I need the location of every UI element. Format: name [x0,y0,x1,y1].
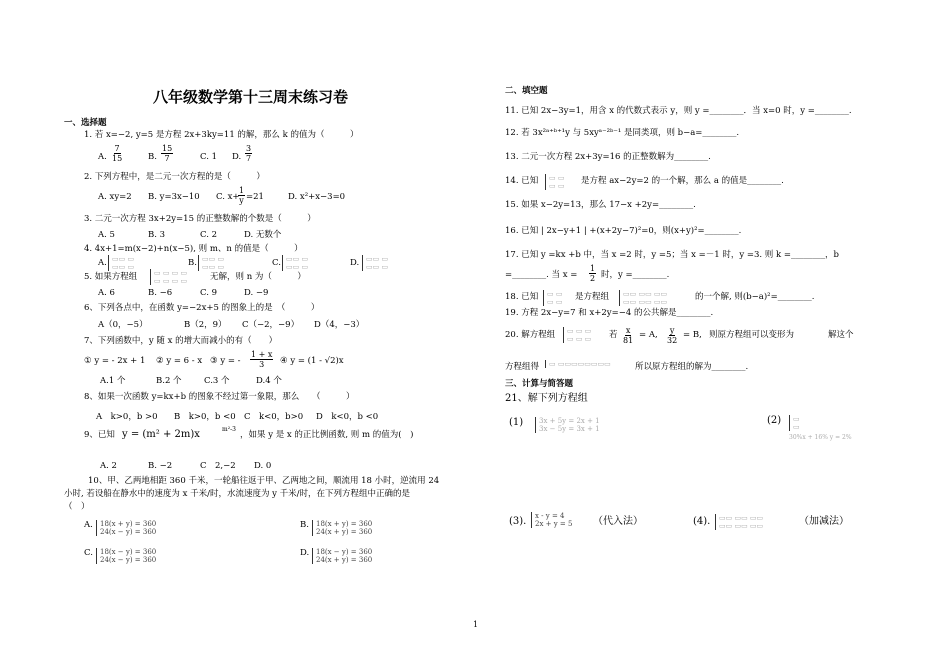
q10-option-b: B. [300,520,309,530]
question-10-line2: 小时, 若设船在静水中的速度为 x 千米/时，水流速度为 y 千米/时，在下列方程组中正确的是 [64,489,411,499]
q6-option-c: C（−2，−9） [242,320,300,330]
q8-option-b: B k>0，b <0 [174,412,236,422]
q9-exponent: m²-3 [222,426,236,433]
q2-option-a: A. xy=2 [98,192,132,202]
q9-option-c: C 2,−2 [200,461,236,471]
fill-20-system: ▭ ▭ ▭ ▭ ▭ ▭ [563,327,591,343]
fill-20-line2: 方程组得 [505,362,540,372]
q21-part-4-system: ▭▭ ▭▭ ▭▭ ▭▭ ▭▭ ▭▭ [715,514,763,530]
q1-b-fraction: $\frac{15}{7}$ [162,144,173,163]
q8-option-a: A k>0，b >0 [96,412,158,422]
q21-part-1-system: 3x + 5y = 2x + 1 3x − 5y = 3x + 1 [535,417,600,433]
fill-14-rest: 是方程 ax−2y=2 的一个解，那么 a 的值是________. [581,176,784,186]
fill-18-solution: ▭ ▭ ▭ ▭ [543,290,562,306]
q1-d-fraction: $\frac{3}{7}$ [246,144,252,163]
q2-option-b: B. y=3x−10 [148,192,200,202]
q2-c-fraction: $\frac{1}{y}$ [239,186,245,205]
question-2: 2. 下列方程中，是二元一次方程的是（ ） [84,172,265,182]
q4-d-system: ▭▭ ▭ ▭▭ ▭ [362,255,388,271]
fill-20-if: 若 [609,330,618,340]
question-21: 21、解下列方程组 [505,393,588,404]
q1-option-d: D. [232,152,242,162]
q2-option-d: D. x²+x−3=0 [288,192,346,202]
question-9: 9、已知 [84,430,115,440]
q7-expr-3-fraction: $\frac{1 + x}{3}$ [251,350,273,369]
q10-option-c: C. [84,548,93,558]
q7-option-a: A.1 个 [100,376,126,386]
question-1: 1. 若 x=−2, y=5 是方程 2x+3ky=11 的解，那么 k 的值为（ ） [84,130,359,140]
q7-expr-1: ① y = - 2x + 1 [84,356,146,366]
q3-option-d: D. 无数个 [244,230,282,240]
fill-14: 14. 已知 [505,176,539,186]
q5-option-b: B. −6 [148,288,173,298]
question-5-rest: 无解，则 n 为（ ） [210,272,306,282]
section-fill-title: 二、填空题 [505,86,548,96]
q10-option-d: D. [300,548,310,558]
q7-option-b: B.2 个 [156,376,182,386]
q5-option-a: A. 6 [98,288,115,298]
fill-20-eq-a: = A, [639,330,658,340]
q8-option-d: D k<0，b <0 [316,412,379,422]
q21-part-2-eq: 30%x + 16% y = 2% [789,434,852,441]
q6-option-b: B（2，9） [184,320,227,330]
q10-b-system: 18(x + y) = 360 24(x + y) = 360 [312,520,372,536]
q21-part-4-method: （加减法） [799,516,849,527]
q7-expr-2: ② y = 6 - x [156,356,203,366]
q5-option-c: C. 9 [200,288,218,298]
fill-18: 18. 已知 [505,292,539,302]
fill-18-system: ▭▭ ▭▭ ▭▭ ▭▭ ▭▭ ▭▭ [619,290,667,306]
question-8: 8、如果一次函数 y=kx+b 的图象不经过第一象限，那么 （ ） [84,392,355,402]
q21-part-1-label: (1) [509,417,524,428]
q3-option-b: B. 3 [148,230,166,240]
page-title: 八年级数学第十三周末练习卷 [153,88,349,106]
fill-17-fraction: $\frac{1}{2}$ [590,264,596,283]
q2-option-c: C. x+ [216,192,240,202]
fill-20-frac-x: $\frac{x}{81}$ [623,326,634,345]
fill-17-line1: 17. 已知 y =kx +b 中，当 x =2 时，y =5；当 x =－1 时，y =3. 则 k =________，b [505,250,839,260]
fill-20: 20. 解方程组 [505,330,556,340]
fill-11: 11. 已知 2x−3y=1，用含 x 的代数式表示 y，则 y =________．当 x=0 时，y =________. [505,106,852,116]
q1-option-a: A. [98,152,107,162]
fill-20-line2-rest: 所以原方程组的解为________. [635,362,749,372]
fill-18-rest: 的一个解, 则(b−a)²=________. [695,292,815,302]
question-6: 6、下列各点中，在函数 y=−2x+5 的图象上的是 （ ） [84,303,320,313]
q10-a-system: 18(x + y) = 360 24(x − y) = 360 [96,520,156,536]
q4-option-c: C. [272,258,281,268]
q3-option-a: A. 5 [98,230,115,240]
fill-17-line2: =________. 当 x = [505,270,578,280]
q21-part-4-label: (4). [693,516,711,527]
section-calc-title: 三、计算与简答题 [505,379,574,389]
q2-c-rest: =21 [246,192,264,202]
q7-option-d: D.4 个 [256,376,282,386]
q9-option-d: D. 0 [254,461,272,471]
q1-option-c: C. 1 [200,152,218,162]
q21-part-2-label: (2) [767,415,782,426]
q7-option-c: C.3 个 [204,376,230,386]
fill-12: 12. 若 3x²ᵃ⁺ᵇ⁺¹y 与 5xyᵃ⁻²ᵇ⁻¹ 是同类项，则 b−a=________. [505,128,740,138]
fill-16: 16. 已知 | 2x−y+1 | +(x+2y−7)²=0，则(x+y)²=________. [505,226,742,236]
q21-part-3-system: x - y = 4 2x + y = 5 [531,512,572,528]
question-9-rest: ，如果 y 是 x 的正比例函数, 则 m 的值为( ) [240,430,414,440]
q3-option-c: C. 2 [200,230,218,240]
q8-option-c: C k<0，b>0 [244,412,304,422]
q10-c-system: 18(x − y) = 360 24(x − y) = 360 [96,548,156,564]
q4-c-system: ▭▭ ▭ ▭▭ ▭ [282,255,308,271]
question-10-line1: 10、甲、乙两地相距 360 千米，一轮船往返于甲、乙两地之间，顺流用 18 小时，逆流用 24 [88,476,440,486]
fill-17-line2-rest: 时，y =________. [601,270,670,280]
q5-system: ▭ ▭ ▭ ▭ ▭ ▭ ▭ ▭ [150,269,187,285]
fill-19: 19. 方程 2x−y=7 和 x+2y=−4 的公共解是________. [505,308,714,318]
q4-option-d: D. [350,258,360,268]
fill-20-rest: 则原方程组可以变形为 解这个 [709,330,854,340]
fill-20-frac-y: $\frac{y}{32}$ [667,326,678,345]
fill-20-eq-b: = B, [683,330,702,340]
q7-expr-3: ③ y = - [210,356,241,366]
q9-option-a: A. 2 [100,461,117,471]
q21-part-3-method: （代入法） [593,516,643,527]
question-7: 7、下列函数中，y 随 x 的增大而减小的有（ ） [84,336,278,346]
page-number: 1 [473,620,479,629]
q5-option-d: D. −9 [244,288,269,298]
fill-13: 13. 二元一次方程 2x+3y=16 的正整数解为________. [505,152,711,162]
q10-option-a: A. [84,520,93,530]
fill-14-system: ▭ ▭ ▭ ▭ [545,174,564,190]
q4-option-b: B. [188,258,197,268]
section-choice-title: 一、选择题 [64,118,107,128]
q10-d-system: 18(x − y) = 360 24(x + y) = 360 [312,548,372,564]
question-5: 5. 如果方程组 [84,272,138,282]
q7-expr-4: ④ y = (1 - √2)x [280,356,344,366]
q21-part-3-label: (3). [509,516,527,527]
q9-expression: y = (m² + 2m)x [122,429,200,440]
q4-b-system: ▭▭ ▭ ▭▭ ▭ [198,255,224,271]
fill-15: 15. 如果 x−2y=13，那么 17−x +2y=________. [505,200,696,210]
q4-option-a: A. [98,258,107,268]
q6-option-a: A（0，−5） [98,320,148,330]
fill-18-mid: 是方程组 [575,292,610,302]
question-3: 3. 二元一次方程 3x+2y=15 的正整数解的个数是（ ） [84,214,316,224]
q9-option-b: B. −2 [148,461,173,471]
question-10-line3: （ ） [64,502,90,512]
fill-20-line2-system: ▭ ▭▭▭▭▭▭▭▭ [545,360,611,368]
question-4: 4. 4x+1=m(x−2)+n(x−5), 则 m、n 的值是（ ） [84,244,303,254]
q1-a-fraction: $\frac{7}{15}$ [112,144,123,163]
q4-a-system: ▭▭ ▭ ▭▭ ▭ [108,255,134,271]
q6-option-d: D（4，−3） [314,320,365,330]
q1-option-b: B. [148,152,157,162]
q21-part-2-system: ▭ ▭ [789,415,800,431]
